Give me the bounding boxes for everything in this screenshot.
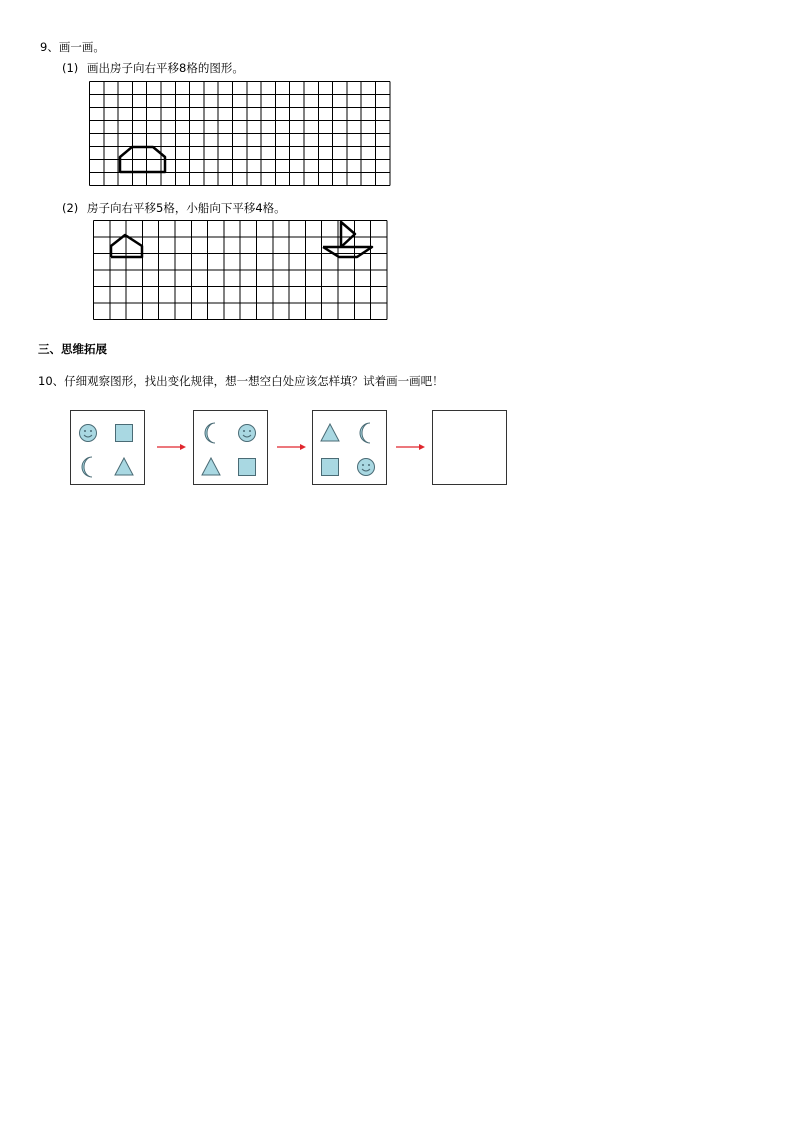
question-10-text: 10、仔细观察图形，找出变化规律，想一想空白处应该怎样填？试着画一画吧！: [38, 374, 444, 388]
arrow-icon: [396, 442, 426, 452]
square-icon: [116, 425, 133, 442]
question-9-part-1-text: 画出房子向右平移8格的图形。: [87, 61, 244, 75]
triangle-icon: [202, 458, 220, 475]
triangle-icon: [321, 424, 339, 441]
question-9-part-2-text: 房子向右平移5格，小船向下平移4格。: [87, 201, 286, 215]
moon-icon: [205, 423, 215, 443]
arrow-icon: [277, 442, 307, 452]
arrow-icon: [157, 442, 187, 452]
pattern-panel-3: [312, 410, 387, 485]
question-9-part-2-number: (2): [62, 201, 79, 215]
pattern-panel-1: [70, 410, 145, 485]
question-9-title: 9、画一画。: [40, 40, 105, 54]
smiley-icon: [358, 459, 375, 476]
triangle-icon: [115, 458, 133, 475]
section-3-title: 三、思维拓展: [38, 342, 107, 356]
smiley-icon: [239, 425, 256, 442]
moon-icon: [82, 457, 92, 477]
grid-1: [88, 81, 392, 187]
moon-icon: [360, 423, 370, 443]
answer-blank-panel[interactable]: [432, 410, 507, 485]
smiley-icon: [80, 425, 97, 442]
square-icon: [239, 459, 256, 476]
grid-2: [93, 220, 391, 322]
question-9-part-1-number: (1): [62, 61, 79, 75]
pattern-panel-2: [193, 410, 268, 485]
boat-shape: [323, 222, 372, 257]
square-icon: [322, 459, 339, 476]
